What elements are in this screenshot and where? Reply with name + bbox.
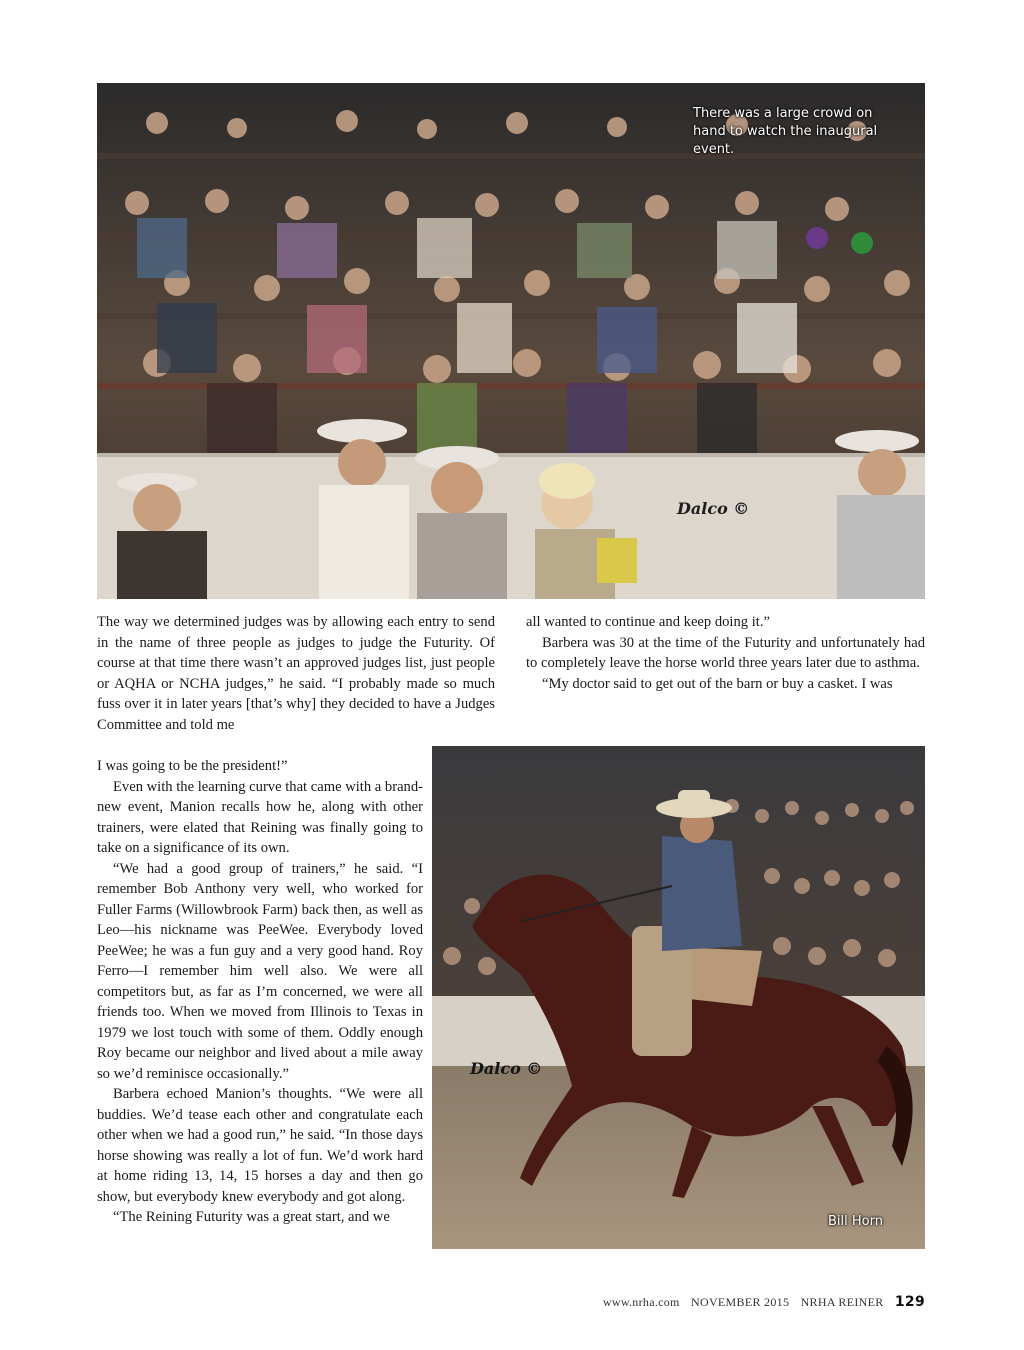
article-paragraph: all wanted to continue and keep doing it.” [526,614,770,630]
rider-photo-watermark: Dalco © [470,1059,543,1078]
article-column-left-top [97,612,495,735]
article-paragraph: “We had a good group of trainers,” he said. “I remember Bob Anthony very well, who worked for Fuller Farms (Willowbrook Farm) back then, as well as Leo—his nickname was PeeWee. Everybody loved PeeWee; he was a fun guy and a very good hand. Roy Ferro—I remember him well also. We were all competitors but, as far as I’m concerned, we were all friends too. When we moved from Illinois to Texas in 1979 we lost touch with some of them. Oddly enough Roy became our neighbor and lived about a mile away so we’d reminisce occasionally.” [97,860,423,1082]
crowd-photo [97,83,925,599]
crowd-photo-caption: There was a large crowd on hand to watch the inaugural event. [693,106,878,157]
article-paragraph: “The Reining Futurity was a great start, and we [113,1209,390,1225]
article-paragraph: Barbera was 30 at the time of the Futurity and unfortunately had to completely leave the horse world three years later due to asthma. [526,634,925,671]
article-paragraph: The way we determined judges was by allowing each entry to send in the name of three people as judges to judge the Futurity. Of course at that time there wasn’t an approved judges list, just people or AQHA or NCHA judges,” he said. “I probably made so much fuss over it in later years [that’s why] they decided to have a Judges Committee and told me [97,614,495,733]
article-paragraph: “My doctor said to get out of the barn or buy a casket. I was [542,675,893,692]
footer-magazine: NRHA REINER [800,1295,884,1309]
rider-photo-illustration [432,746,925,1249]
article-column-left-bottom [97,756,423,1228]
footer-url: www.nrha.com [602,1295,680,1309]
crowd-photo-illustration [97,83,925,599]
footer-issue: NOVEMBER 2015 [691,1295,790,1309]
article-column-right [526,612,925,694]
page-number: 129 [894,1294,925,1310]
crowd-photo-watermark: Dalco © [677,499,750,518]
article-paragraph: I was going to be the president!” [97,758,288,774]
page-footer [595,1294,925,1310]
rider-photo-credit: Bill Horn [828,1214,883,1229]
rider-photo [432,746,925,1249]
article-paragraph: Even with the learning curve that came with a brand-new event, Manion recalls how he, along with other trainers, were elated that Reining was finally going to take on a significance of its own. [97,778,423,856]
article-paragraph: Barbera echoed Manion’s thoughts. “We were all buddies. We’d tease each other and congratulate each other when we had a good run,” he said. “In those days horse showing was really a lot of fun. We’d work hard at home riding 13, 14, 15 horses a day and then go show, but everybody knew everybody and got along. [97,1086,423,1205]
